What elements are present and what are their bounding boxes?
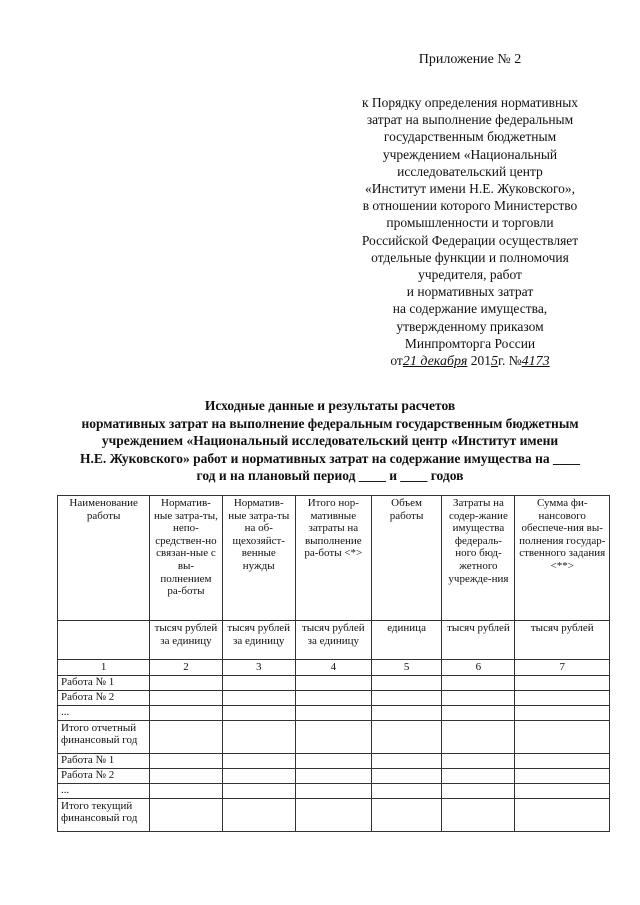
- empty-cell: [442, 675, 515, 690]
- empty-cell: [515, 753, 610, 768]
- empty-cell: [295, 783, 371, 798]
- title-line: год и на плановый период ____ и ____ годов: [196, 468, 464, 483]
- empty-cell: [515, 705, 610, 720]
- order-line: затрат на выполнение федеральным: [366, 112, 574, 128]
- empty-cell: [371, 753, 442, 768]
- headers-cell: Объем работы: [371, 496, 442, 621]
- empty-cell: [442, 753, 515, 768]
- headers-cell: Наименование работы: [58, 496, 150, 621]
- table-row: [58, 675, 610, 690]
- empty-cell: [150, 690, 222, 705]
- numbers-cell: 6: [442, 660, 515, 676]
- handwritten-year-digit: 5: [490, 354, 498, 370]
- units-cell: тысяч рублей: [515, 621, 610, 660]
- order-line: исследовательский центр: [397, 163, 543, 179]
- empty-cell: [150, 783, 222, 798]
- empty-cell: [222, 720, 295, 753]
- units-cell: единица: [371, 621, 442, 660]
- empty-cell: [442, 720, 515, 753]
- empty-cell: [295, 690, 371, 705]
- empty-cell: [515, 783, 610, 798]
- table-row: [58, 720, 610, 753]
- empty-cell: [295, 705, 371, 720]
- empty-cell: [371, 798, 442, 831]
- empty-cell: [515, 768, 610, 783]
- table-row: [58, 783, 610, 798]
- table-row: [58, 753, 610, 768]
- empty-cell: [222, 783, 295, 798]
- order-line: государственным бюджетным: [383, 129, 557, 145]
- numbers-cell: 2: [150, 660, 222, 676]
- calculation-table: [57, 495, 610, 832]
- empty-cell: [515, 675, 610, 690]
- order-date-line: от21 декабря 2015г. №4173: [390, 353, 550, 370]
- appendix-label: Приложение № 2: [418, 52, 522, 67]
- row-label: ...: [58, 783, 150, 798]
- empty-cell: [295, 753, 371, 768]
- empty-cell: [150, 768, 222, 783]
- table-row: [58, 705, 610, 720]
- numbers-cell: 1: [58, 660, 150, 676]
- numbers-row: [58, 660, 610, 676]
- units-cell: [58, 621, 150, 660]
- handwritten-order-number: 4173: [521, 354, 550, 370]
- order-line: «Институт имени Н.Е. Жуковского»,: [364, 181, 576, 197]
- units-cell: тысяч рублей за единицу: [222, 621, 295, 660]
- order-line: учредителя, работ: [418, 267, 522, 283]
- table-row: [58, 798, 610, 831]
- empty-cell: [371, 705, 442, 720]
- order-line: в отношении которого Министерство: [362, 198, 578, 214]
- order-line: учреждением «Национальный: [382, 146, 558, 162]
- row-label: Итого отчетный финансовый год: [58, 720, 150, 753]
- empty-cell: [150, 753, 222, 768]
- empty-cell: [222, 675, 295, 690]
- empty-cell: [371, 675, 442, 690]
- row-label: Работа № 2: [58, 690, 150, 705]
- numbers-cell: 4: [295, 660, 371, 676]
- row-label: ...: [58, 705, 150, 720]
- empty-cell: [515, 690, 610, 705]
- empty-cell: [442, 768, 515, 783]
- headers-cell: Сумма фи-нансового обеспече-ния вы-полнения государ-ственного задания <**>: [515, 496, 610, 621]
- empty-cell: [442, 690, 515, 705]
- numbers-cell: 3: [222, 660, 295, 676]
- title-line: нормативных затрат на выполнение федеральным государственным бюджетным: [81, 415, 579, 431]
- empty-cell: [442, 798, 515, 831]
- empty-cell: [222, 798, 295, 831]
- headers-cell: Затраты на содер-жание имущества федераль-ного бюд-жетного учрежде-ния: [442, 496, 515, 621]
- headers-cell: Итого нор-мативные затраты на выполнение ра-боты <*>: [295, 496, 371, 621]
- empty-cell: [150, 705, 222, 720]
- empty-cell: [222, 690, 295, 705]
- title-line: учреждением «Национальный исследовательский центр «Институт имени: [101, 433, 559, 448]
- row-label: Работа № 1: [58, 753, 150, 768]
- order-line: на содержание имущества,: [392, 301, 548, 317]
- order-line: утвержденному приказом: [396, 318, 544, 334]
- empty-cell: [442, 705, 515, 720]
- empty-cell: [371, 720, 442, 753]
- empty-cell: [515, 798, 610, 831]
- order-line: отдельные функции и полномочия: [371, 249, 569, 265]
- empty-cell: [295, 768, 371, 783]
- empty-cell: [515, 720, 610, 753]
- title-line: Н.Е. Жуковского» работ и нормативных затрат на содержание имущества на ____: [79, 450, 581, 466]
- empty-cell: [371, 768, 442, 783]
- order-reference: [330, 94, 610, 370]
- headers-cell: Норматив-ные затра-ты, непо-средствен-но связан-ные с вы-полнением ра-боты: [150, 496, 222, 621]
- title-line: Исходные данные и результаты расчетов: [204, 398, 456, 413]
- order-line: и нормативных затрат: [406, 284, 534, 300]
- empty-cell: [371, 783, 442, 798]
- empty-cell: [295, 720, 371, 753]
- numbers-cell: 7: [515, 660, 610, 676]
- units-cell: тысяч рублей за единицу: [295, 621, 371, 660]
- empty-cell: [150, 675, 222, 690]
- table-row: [58, 690, 610, 705]
- empty-cell: [295, 798, 371, 831]
- order-line: к Порядку определения нормативных: [361, 95, 579, 110]
- empty-cell: [222, 753, 295, 768]
- empty-cell: [442, 783, 515, 798]
- empty-cell: [222, 705, 295, 720]
- headers-cell: Норматив-ные затра-ты на об-щехозяйст-венные нужды: [222, 496, 295, 621]
- units-cell: тысяч рублей за единицу: [150, 621, 222, 660]
- empty-cell: [150, 720, 222, 753]
- units-cell: тысяч рублей: [442, 621, 515, 660]
- empty-cell: [150, 798, 222, 831]
- row-label: Итого текущий финансовый год: [58, 798, 150, 831]
- numbers-cell: 5: [371, 660, 442, 676]
- handwritten-date: 21 декабря: [402, 354, 468, 370]
- units-row: [58, 621, 610, 660]
- headers-row: [58, 496, 610, 621]
- order-line: Минпромторга России: [404, 335, 536, 351]
- order-line: Российской Федерации осуществляет: [361, 232, 579, 248]
- order-line: промышленности и торговли: [386, 215, 554, 231]
- row-label: Работа № 2: [58, 768, 150, 783]
- empty-cell: [295, 675, 371, 690]
- empty-cell: [371, 690, 442, 705]
- document-title: [40, 397, 620, 485]
- table-row: [58, 768, 610, 783]
- empty-cell: [222, 768, 295, 783]
- row-label: Работа № 1: [58, 675, 150, 690]
